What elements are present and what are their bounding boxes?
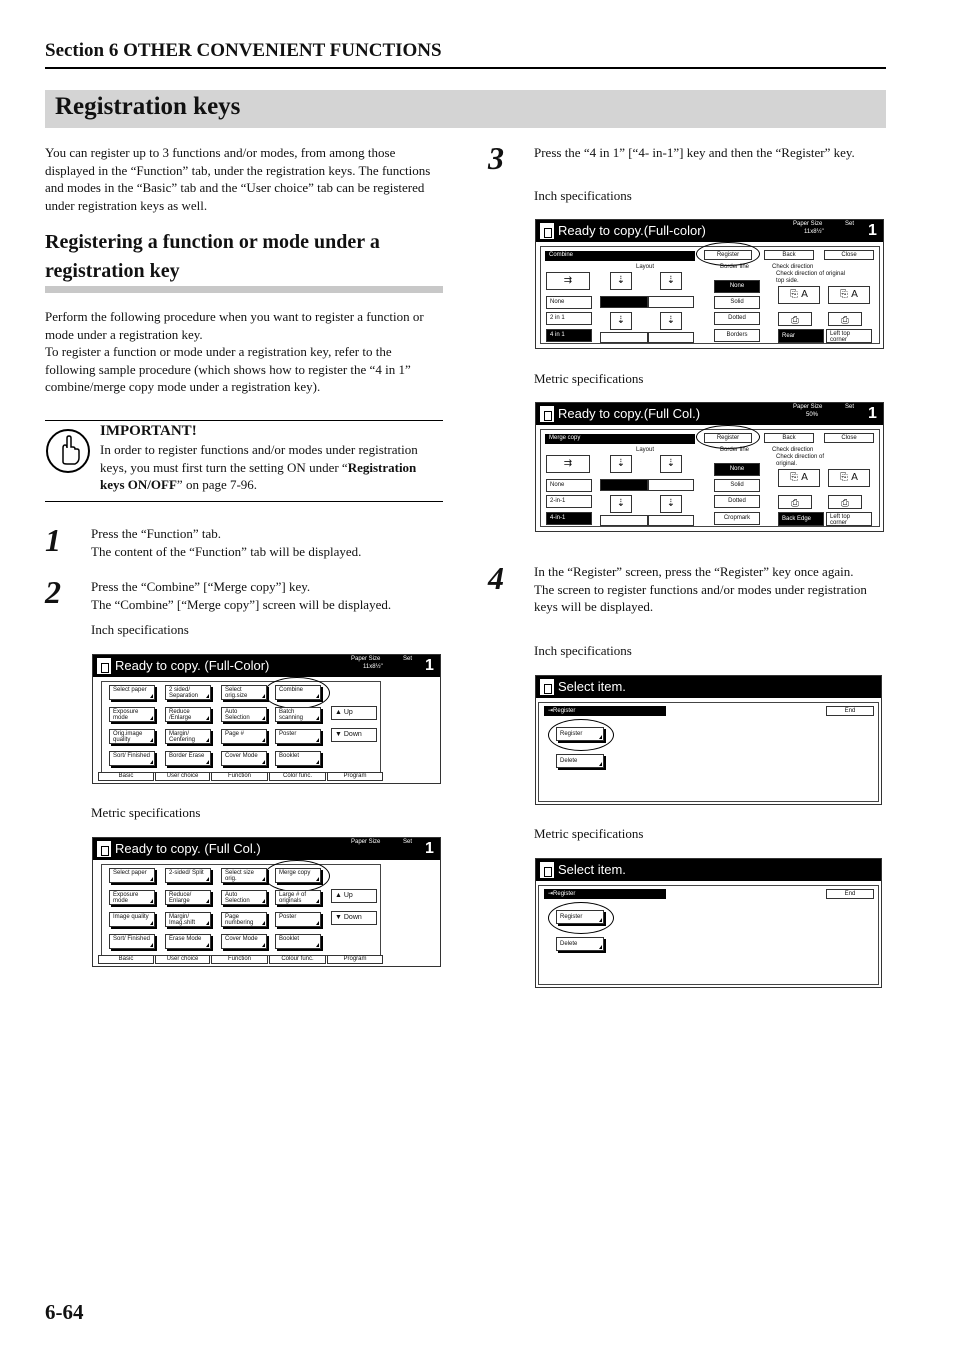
layout-option-blank[interactable]	[600, 332, 648, 343]
paper-size-label: Paper Size	[793, 404, 823, 410]
function-key-button[interactable]: Booklet	[275, 934, 321, 949]
step-3-number: 3	[488, 140, 504, 176]
border-line-option-3[interactable]: Cropmark	[714, 512, 760, 525]
function-key-button[interactable]: Large # of originals	[275, 890, 321, 905]
function-key-button[interactable]: Page #	[221, 729, 267, 744]
layout-option-2[interactable]: 4 in 1	[546, 329, 592, 342]
layout-option-blank[interactable]	[648, 332, 694, 343]
up-button[interactable]: ▲ Up	[331, 706, 377, 720]
down-label: Down	[343, 914, 362, 921]
set-label: Set	[403, 839, 413, 845]
function-key-button[interactable]: Poster	[275, 912, 321, 927]
step-2-inch-label: Inch specifications	[91, 622, 189, 637]
border-line-option-0[interactable]: None	[714, 280, 760, 293]
function-key-button[interactable]: Select orig.size	[221, 685, 267, 700]
subheading-rule	[45, 286, 443, 293]
function-key-button[interactable]: Erase Mode	[165, 934, 211, 949]
end-button[interactable]: End	[826, 889, 874, 899]
border-line-label: Border line	[720, 264, 750, 270]
important-body-pre: In order to register functions and/or modes under registration keys, you must first turn the setting ON under “	[100, 442, 418, 475]
tab-3[interactable]: Colour func.	[269, 955, 326, 964]
left-top-corner-button[interactable]: Left top corner	[826, 512, 872, 526]
function-key-button[interactable]: Poster	[275, 729, 321, 744]
end-button[interactable]: End	[826, 706, 874, 716]
layout-icon[interactable]: ⇉	[546, 272, 590, 290]
step-3-metric-label: Metric specifications	[534, 371, 644, 386]
function-key-button[interactable]: Merge copy	[275, 868, 321, 883]
layout-icon[interactable]: ⇣	[660, 272, 682, 290]
corner-icon[interactable]: ⎙	[828, 312, 862, 326]
screen-header	[536, 676, 881, 698]
function-key-button[interactable]: Border Erase	[165, 751, 211, 766]
paper-size-label: Paper Size	[351, 656, 381, 662]
step-3-inch-label: Inch specifications	[534, 188, 632, 203]
layout-option-2[interactable]: 4-in-1	[546, 512, 592, 525]
step-4-line-2: The screen to register functions and/or modes under registration keys will be displayed.	[534, 581, 867, 615]
layout-icon[interactable]: ⇣	[610, 495, 632, 513]
close-button[interactable]: Close	[824, 250, 874, 260]
function-key-button[interactable]: Exposure mode	[109, 707, 155, 722]
function-key-button[interactable]: Batch scanning	[275, 707, 321, 722]
step-4-line-1: In the “Register” screen, press the “Register” key once again.	[534, 564, 854, 579]
tab-0[interactable]: Basic	[98, 772, 154, 781]
layout-option-1[interactable]: 2-in-1	[546, 495, 592, 508]
function-key-button[interactable]: 2 sided/ Separation	[165, 685, 211, 700]
paper-size-value: 50%	[806, 412, 819, 418]
delete-button[interactable]: Delete	[556, 937, 604, 951]
layout-icon[interactable]: ⇉	[546, 455, 590, 473]
step-2-metric-label: Metric specifications	[91, 805, 201, 820]
original-direction-icon[interactable]: ⎘ A	[828, 469, 870, 487]
subheading: Registering a function or mode under a registration key	[45, 231, 380, 282]
layout-label: Layout	[636, 264, 655, 270]
set-label: Set	[403, 656, 413, 662]
function-key-button[interactable]: Cover Mode	[221, 934, 267, 949]
corner-icon[interactable]: ⎙	[828, 495, 862, 509]
layout-icon[interactable]: ⇣	[610, 312, 632, 330]
layout-label: Layout	[636, 447, 655, 453]
original-direction-icon[interactable]: ⎘ A	[778, 469, 820, 487]
up-label: Up	[343, 892, 353, 899]
layout-option-0[interactable]: None	[546, 479, 592, 492]
step-2-line-2: The “Combine” [“Merge copy”] screen will be displayed.	[91, 596, 392, 612]
original-direction-icon[interactable]: ⎘ A	[778, 286, 820, 304]
combine-screen-inch	[535, 219, 884, 349]
layout-icon[interactable]: ⇣	[660, 495, 682, 513]
border-line-option-2[interactable]: Dotted	[714, 312, 760, 325]
register-button[interactable]: Register	[704, 433, 752, 443]
function-tab-screen-metric	[92, 837, 441, 967]
close-button[interactable]: Close	[824, 433, 874, 443]
header-rule	[45, 67, 886, 69]
set-count: 1	[425, 657, 434, 674]
important-title: IMPORTANT!	[100, 423, 197, 439]
section-header: Section 6 OTHER CONVENIENT FUNCTIONS	[45, 40, 442, 61]
step-2-text	[91, 578, 451, 613]
down-button[interactable]: ▼ Down	[331, 911, 377, 925]
tab-0[interactable]: Basic	[98, 955, 154, 964]
set-count: 1	[868, 222, 877, 239]
page-number: 6-64	[45, 1300, 84, 1324]
function-key-button[interactable]: Reduce/ Enlarge	[165, 890, 211, 905]
step-1-text	[91, 525, 451, 560]
rear-icon[interactable]: ⎙	[778, 312, 812, 326]
intro-paragraph: You can register up to 3 functions and/or modes, from among those displayed in the “Function” tab, under the registration keys. The functions and modes in the “Basic” tab and the “User choice” tab can be registered under registration keys as well.	[45, 145, 431, 213]
step-1-line-2: The content of the “Function” tab will be displayed.	[91, 543, 362, 559]
document-icon	[97, 841, 111, 857]
left-top-corner-button[interactable]: Left top corner	[826, 329, 872, 343]
rear-button[interactable]: Rear	[778, 329, 824, 343]
paper-size-value: 11x8½"	[804, 229, 824, 235]
original-direction-icon[interactable]: ⎘ A	[828, 286, 870, 304]
screen-header	[536, 859, 881, 881]
rear-icon[interactable]: ⎙	[778, 495, 812, 509]
important-body	[100, 441, 440, 494]
step-4-metric-label: Metric specifications	[534, 826, 644, 841]
combine-screen-metric	[535, 402, 884, 532]
function-key-button[interactable]: Auto Selection	[221, 890, 267, 905]
select-item-screen-inch	[535, 675, 882, 805]
down-button[interactable]: ▼ Down	[331, 728, 377, 742]
procedure-line-2: To register a function or mode under a registration key, refer to the following sample procedure (which shows how to register the “4 in 1” combine/merge copy mode under a registration key).	[45, 344, 411, 395]
page-title: Registration keys	[55, 93, 241, 120]
paper-size-value: 11x8½"	[363, 664, 383, 670]
tab-2[interactable]: Function	[211, 772, 268, 781]
function-key-button[interactable]: Sort/ Finished	[109, 751, 155, 766]
border-line-option-1[interactable]: Solid	[714, 479, 760, 492]
function-key-button[interactable]: Margin/ Centering	[165, 729, 211, 744]
select-item-screen-metric	[535, 858, 882, 988]
document-icon	[540, 406, 554, 422]
set-count: 1	[868, 405, 877, 422]
border-line-option-0[interactable]: None	[714, 463, 760, 476]
tab-1[interactable]: User choice	[155, 955, 210, 964]
layout-option-blank[interactable]	[600, 515, 648, 526]
layout-icon[interactable]: ⇣	[610, 272, 632, 290]
back-button[interactable]: Back	[764, 433, 814, 443]
screen-title: Ready to copy.(Full-color)	[558, 223, 706, 238]
function-key-button[interactable]: Image quality	[109, 912, 155, 927]
register-bar-label: Register	[553, 891, 576, 897]
function-key-button[interactable]: Page numbering	[221, 912, 267, 927]
step-2-number: 2	[45, 574, 61, 610]
back-button[interactable]: Back	[764, 250, 814, 260]
paper-size-label: Paper Size	[793, 221, 823, 227]
border-line-label: Border line	[720, 447, 750, 453]
hand-warning-icon	[45, 428, 91, 474]
layout-icon[interactable]: ⇣	[660, 455, 682, 473]
procedure-line-1: Perform the following procedure when you want to register a function or mode under a registration key.	[45, 309, 424, 342]
layout-option-blank[interactable]	[648, 515, 694, 526]
step-4-inch-label: Inch specifications	[534, 643, 632, 658]
border-line-option-1[interactable]: Solid	[714, 296, 760, 309]
screen-title: Select item.	[558, 679, 626, 694]
check-direction-detail: Check direction of original top side.	[776, 271, 846, 284]
important-top-rule	[45, 420, 443, 421]
function-key-button[interactable]: Select paper	[109, 868, 155, 883]
document-icon	[540, 679, 554, 695]
layout-option-blank[interactable]	[648, 479, 694, 491]
function-key-button[interactable]: Orig.image quality	[109, 729, 155, 744]
layout-icon[interactable]: ⇣	[610, 455, 632, 473]
layout-icon[interactable]: ⇣	[660, 312, 682, 330]
function-tab-screen-inch	[92, 654, 441, 784]
layout-option-blank[interactable]	[648, 296, 694, 308]
mode-bar: Merge copy	[545, 434, 695, 444]
border-line-option-3[interactable]: Borders	[714, 329, 760, 342]
select-panel	[538, 885, 879, 985]
function-key-button[interactable]: Margin/ Imag.shift	[165, 912, 211, 927]
rear-button[interactable]: Back Edge	[778, 512, 824, 526]
function-key-button[interactable]: Reduce /Enlarge	[165, 707, 211, 722]
step-3-text: Press the “4 in 1” [“4- in-1”] key and then the “Register” key.	[534, 145, 855, 160]
document-icon	[540, 862, 554, 878]
tab-4[interactable]: Program	[327, 772, 383, 781]
highlight-circle	[696, 425, 760, 449]
layout-selected-bar	[600, 296, 648, 308]
highlight-circle	[548, 902, 614, 934]
document-icon	[540, 223, 554, 239]
set-count: 1	[425, 840, 434, 857]
function-key-button[interactable]: Select paper	[109, 685, 155, 700]
screen-header	[536, 220, 883, 242]
step-4-number: 4	[488, 560, 504, 596]
up-button[interactable]: ▲ Up	[331, 889, 377, 903]
screen-header	[93, 838, 440, 860]
tab-4[interactable]: Program	[327, 955, 383, 964]
function-key-button[interactable]: Booklet	[275, 751, 321, 766]
register-bar: ⇥Register	[544, 889, 666, 899]
step-1-number: 1	[45, 522, 61, 558]
tab-3[interactable]: Color func.	[269, 772, 326, 781]
step-1-line-1: Press the “Function” tab.	[91, 526, 221, 541]
function-key-button[interactable]: Auto Selection	[221, 707, 267, 722]
tab-2[interactable]: Function	[211, 955, 268, 964]
register-button[interactable]: Register	[704, 250, 752, 260]
register-button[interactable]: Register	[556, 910, 604, 924]
check-direction-label: Check direction	[772, 447, 814, 453]
border-line-option-2[interactable]: Dotted	[714, 495, 760, 508]
register-button[interactable]: Register	[556, 727, 604, 741]
highlight-circle	[696, 242, 760, 266]
register-bar: ⇥Register	[544, 706, 666, 716]
set-label: Set	[845, 221, 855, 227]
function-key-button[interactable]: Sort/ Finished	[109, 934, 155, 949]
step-4-text	[534, 563, 874, 616]
layout-option-1[interactable]: 2 in 1	[546, 312, 592, 325]
check-direction-label: Check direction	[772, 264, 814, 270]
important-bottom-rule	[45, 501, 443, 502]
document-icon	[97, 658, 111, 674]
down-label: Down	[343, 731, 362, 738]
mode-bar: Combine	[545, 251, 695, 261]
select-panel	[538, 702, 879, 802]
delete-button[interactable]: Delete	[556, 754, 604, 768]
important-body-post: ” on page 7-96.	[176, 477, 258, 493]
function-key-button[interactable]: Exposure mode	[109, 890, 155, 905]
screen-header	[536, 403, 883, 425]
screen-title: Ready to copy. (Full Col.)	[115, 841, 261, 856]
paper-size-label: Paper Size	[351, 839, 381, 845]
step-2-line-1: Press the “Combine” [“Merge copy”] key.	[91, 579, 311, 594]
layout-option-0[interactable]: None	[546, 296, 592, 309]
important-body-bold: Registration keys ON/OFF	[100, 459, 417, 493]
screen-title: Ready to copy.(Full Col.)	[558, 406, 701, 421]
tab-1[interactable]: User choice	[155, 772, 210, 781]
function-key-button[interactable]: Select size orig.	[221, 868, 267, 883]
screen-title: Select item.	[558, 862, 626, 877]
screen-title: Ready to copy. (Full-Color)	[115, 658, 270, 673]
set-label: Set	[845, 404, 855, 410]
check-direction-detail: Check direction of original.	[776, 454, 825, 467]
function-key-button[interactable]: Cover Mode	[221, 751, 267, 766]
screen-header	[93, 655, 440, 677]
register-bar-label: Register	[553, 708, 576, 714]
up-label: Up	[343, 709, 353, 716]
function-key-button[interactable]: Combine	[275, 685, 321, 700]
highlight-circle	[548, 719, 614, 751]
procedure-paragraph	[45, 308, 445, 396]
layout-selected-bar	[600, 479, 648, 491]
function-key-button[interactable]: 2-sided/ Split	[165, 868, 211, 883]
